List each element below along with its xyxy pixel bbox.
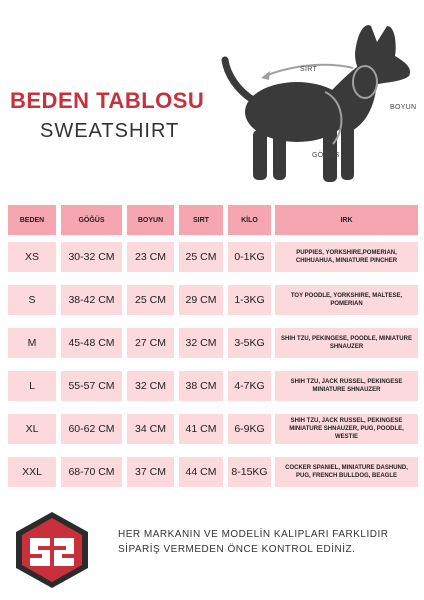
cell-breed: COCKER SPANIEL, MINIATURE DASHUND, PUG, FRENCH BULLDOG, BEAGLE [275,457,418,487]
table-row [8,414,418,444]
cell-breed: SHIH TZU, JACK RUSSEL, PEKINGESE MINIATURE SHNAUZER, PUG, POODLE, WESTIE [275,414,418,444]
cell-size: L [8,371,56,401]
cell-size: XS [8,242,56,272]
table-header-row [8,205,418,235]
diagram-label-back: SIRT [300,66,318,73]
cell-neck: 25 CM [127,285,174,315]
cell-back: 44 CM [179,457,223,487]
size-table [8,205,418,500]
notice-line-2: SİPARİŞ VERMEDEN ÖNCE KONTROL EDİNİZ. [118,544,356,555]
cell-back: 25 CM [179,242,223,272]
cell-breed: SHIH TZU, PEKINGESE, POODLE, MINIATURE SHNAUZER [275,328,418,358]
table-row [8,328,418,358]
diagram-label-neck: BOYUN [390,104,417,111]
cell-size: S [8,285,56,315]
diagram-label-chest: GÖĞÜS [312,152,340,159]
cell-neck: 34 CM [127,414,174,444]
cell-breed: SHIH TZU, JACK RUSSEL, PEKINGESE MINIATURE SHNAUZER [275,371,418,401]
cell-size: M [8,328,56,358]
cell-weight: 0-1KG [228,242,271,272]
cell-chest: 45-48 CM [61,328,122,358]
cell-weight: 1-3KG [228,285,271,315]
header-back: SIRT [179,205,223,235]
page-subtitle: SWEATSHIRT [40,120,180,142]
cell-neck: 27 CM [127,328,174,358]
header-chest: GÖĞÜS [61,205,122,235]
header-size: BEDEN [8,205,56,235]
cell-breed: TOY POODLE, YORKSHIRE, MALTESE, POMERIAN [275,285,418,315]
page-title: BEDEN TABLOSU [10,88,205,113]
cell-weight: 6-9KG [228,414,271,444]
table-row [8,285,418,315]
cell-back: 29 CM [179,285,223,315]
table-row [8,371,418,401]
cell-chest: 38-42 CM [61,285,122,315]
cell-back: 38 CM [179,371,223,401]
header-weight: KİLO [228,205,271,235]
cell-weight: 4-7KG [228,371,271,401]
cell-chest: 68-70 CM [61,457,122,487]
header-breed: IRK [275,205,418,235]
cell-neck: 23 CM [127,242,174,272]
notice-line-1: HER MARKANIN VE MODELİN KALIPLARI FARKLIDIR [118,529,389,540]
brand-logo-icon [12,510,92,590]
cell-breed: PUPPIES, YORKSHIRE,POMERIAN, CHIHUAHUA, MINIATURE PINCHER [275,242,418,272]
cell-chest: 55-57 CM [61,371,122,401]
cell-weight: 3-5KG [228,328,271,358]
cell-neck: 32 CM [127,371,174,401]
header-neck: BOYUN [127,205,174,235]
cell-chest: 30-32 CM [61,242,122,272]
cell-size: XXL [8,457,56,487]
cell-weight: 8-15KG [228,457,271,487]
cell-chest: 60-62 CM [61,414,122,444]
table-row [8,457,418,487]
cell-neck: 37 CM [127,457,174,487]
cell-size: XL [8,414,56,444]
cell-back: 41 CM [179,414,223,444]
notice-text [118,527,388,557]
cell-back: 32 CM [179,328,223,358]
table-row [8,242,418,272]
